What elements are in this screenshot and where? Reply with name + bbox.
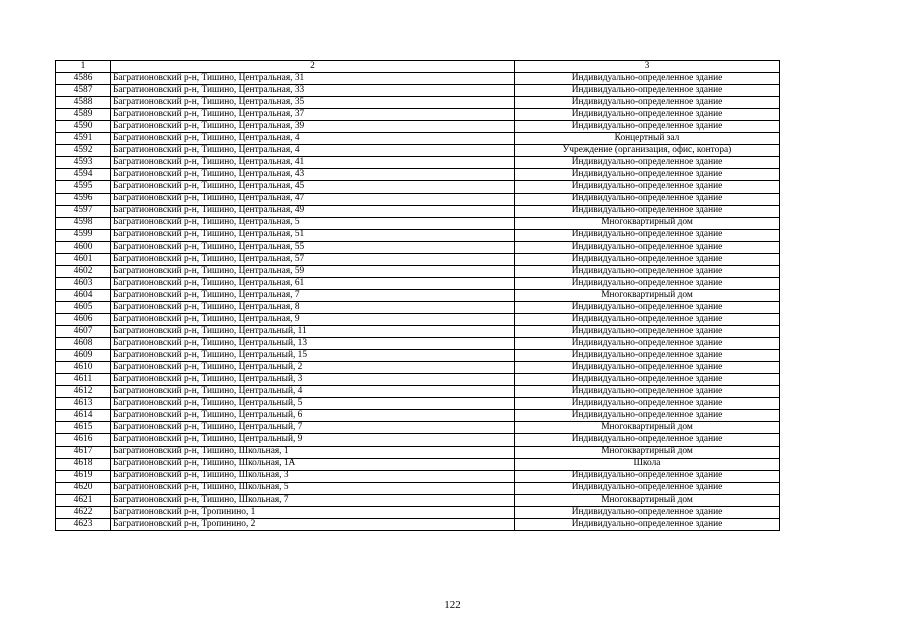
cell-object-type: Индивидуально-определенное здание [515, 193, 780, 205]
table-row [56, 181, 780, 193]
cell-address: Багратионовский р-н, Тишино, Центральный, 13 [111, 338, 515, 350]
table-row [56, 277, 780, 289]
cell-number: 4613 [56, 398, 111, 410]
cell-address: Багратионовский р-н, Тишино, Центральная, 37 [111, 109, 515, 121]
table-row [56, 446, 780, 458]
cell-object-type: Индивидуально-определенное здание [515, 350, 780, 362]
cell-address: Багратионовский р-н, Тишино, Центральная, 4 [111, 145, 515, 157]
table-row [56, 470, 780, 482]
table-row [56, 97, 780, 109]
cell-number: 4587 [56, 85, 111, 97]
cell-number: 4591 [56, 133, 111, 145]
cell-object-type: Индивидуально-определенное здание [515, 121, 780, 133]
cell-object-type: Индивидуально-определенное здание [515, 398, 780, 410]
table-row [56, 193, 780, 205]
table-row [56, 289, 780, 301]
table-row [56, 482, 780, 494]
header-col-number: 1 [56, 61, 111, 73]
cell-address: Багратионовский р-н, Тишино, Центральный, 9 [111, 434, 515, 446]
header-row [56, 61, 780, 73]
cell-object-type: Индивидуально-определенное здание [515, 85, 780, 97]
cell-object-type: Школа [515, 458, 780, 470]
cell-object-type: Многоквартирный дом [515, 446, 780, 458]
cell-number: 4611 [56, 374, 111, 386]
cell-number: 4617 [56, 446, 111, 458]
cell-number: 4603 [56, 277, 111, 289]
cell-object-type: Индивидуально-определенное здание [515, 73, 780, 85]
table-row [56, 338, 780, 350]
cell-object-type: Индивидуально-определенное здание [515, 338, 780, 350]
table-row [56, 85, 780, 97]
table-row [56, 434, 780, 446]
cell-number: 4610 [56, 362, 111, 374]
cell-address: Багратионовский р-н, Тишино, Центральная, 51 [111, 229, 515, 241]
cell-address: Багратионовский р-н, Тишино, Центральный, 3 [111, 374, 515, 386]
header-col-type: 3 [515, 61, 780, 73]
cell-number: 4604 [56, 289, 111, 301]
cell-address: Багратионовский р-н, Тишино, Центральный, 11 [111, 326, 515, 338]
cell-number: 4595 [56, 181, 111, 193]
cell-object-type: Индивидуально-определенное здание [515, 506, 780, 518]
table-row [56, 398, 780, 410]
cell-object-type: Индивидуально-определенное здание [515, 313, 780, 325]
table-row [56, 121, 780, 133]
table-row [56, 410, 780, 422]
table-row [56, 169, 780, 181]
cell-object-type: Индивидуально-определенное здание [515, 97, 780, 109]
cell-address: Багратионовский р-н, Тишино, Центральный, 4 [111, 386, 515, 398]
cell-number: 4600 [56, 241, 111, 253]
cell-number: 4590 [56, 121, 111, 133]
table-row [56, 73, 780, 85]
cell-number: 4605 [56, 301, 111, 313]
table-row [56, 506, 780, 518]
cell-object-type: Индивидуально-определенное здание [515, 181, 780, 193]
cell-object-type: Индивидуально-определенное здание [515, 374, 780, 386]
cell-number: 4592 [56, 145, 111, 157]
cell-address: Багратионовский р-н, Тишино, Центральный, 5 [111, 398, 515, 410]
cell-object-type: Индивидуально-определенное здание [515, 386, 780, 398]
table-row [56, 265, 780, 277]
cell-address: Багратионовский р-н, Тишино, Центральная, 35 [111, 97, 515, 109]
table-row [56, 422, 780, 434]
cell-number: 4607 [56, 326, 111, 338]
cell-number: 4622 [56, 506, 111, 518]
cell-address: Багратионовский р-н, Тишино, Центральная, 57 [111, 253, 515, 265]
cell-object-type: Индивидуально-определенное здание [515, 434, 780, 446]
cell-object-type: Индивидуально-определенное здание [515, 157, 780, 169]
table-row [56, 109, 780, 121]
table-row [56, 145, 780, 157]
cell-number: 4608 [56, 338, 111, 350]
registry-table [55, 60, 780, 531]
table-row [56, 350, 780, 362]
cell-address: Багратионовский р-н, Тишино, Центральная, 45 [111, 181, 515, 193]
cell-address: Багратионовский р-н, Тишино, Центральная, 55 [111, 241, 515, 253]
cell-object-type: Индивидуально-определенное здание [515, 277, 780, 289]
table-body [56, 73, 780, 531]
cell-address: Багратионовский р-н, Тишино, Центральная, 33 [111, 85, 515, 97]
cell-number: 4615 [56, 422, 111, 434]
table-row [56, 205, 780, 217]
cell-address: Багратионовский р-н, Тишино, Центральная, 49 [111, 205, 515, 217]
table-header [56, 61, 780, 73]
cell-object-type: Индивидуально-определенное здание [515, 241, 780, 253]
cell-address: Багратионовский р-н, Тишино, Центральный, 2 [111, 362, 515, 374]
cell-number: 4609 [56, 350, 111, 362]
cell-number: 4614 [56, 410, 111, 422]
cell-object-type: Индивидуально-определенное здание [515, 229, 780, 241]
cell-address: Багратионовский р-н, Тишино, Школьная, 7 [111, 494, 515, 506]
cell-address: Багратионовский р-н, Тишино, Центральный, 7 [111, 422, 515, 434]
cell-number: 4618 [56, 458, 111, 470]
cell-address: Багратионовский р-н, Тишино, Центральная, 8 [111, 301, 515, 313]
table-row [56, 229, 780, 241]
cell-address: Багратионовский р-н, Тишино, Центральный, 15 [111, 350, 515, 362]
cell-address: Багратионовский р-н, Тишино, Центральная, 7 [111, 289, 515, 301]
cell-number: 4612 [56, 386, 111, 398]
table-row [56, 494, 780, 506]
cell-address: Багратионовский р-н, Тишино, Центральная, 4 [111, 133, 515, 145]
cell-object-type: Индивидуально-определенное здание [515, 253, 780, 265]
cell-address: Багратионовский р-н, Тишино, Центральная, 5 [111, 217, 515, 229]
cell-address: Багратионовский р-н, Тишино, Центральная, 41 [111, 157, 515, 169]
cell-address: Багратионовский р-н, Тропинино, 2 [111, 518, 515, 530]
cell-address: Багратионовский р-н, Тишино, Школьная, 1А [111, 458, 515, 470]
cell-number: 4593 [56, 157, 111, 169]
cell-number: 4616 [56, 434, 111, 446]
table-row [56, 374, 780, 386]
table-row [56, 133, 780, 145]
table-row [56, 157, 780, 169]
page-number: 122 [444, 599, 461, 611]
cell-number: 4599 [56, 229, 111, 241]
cell-address: Багратионовский р-н, Тишино, Центральная, 43 [111, 169, 515, 181]
cell-number: 4586 [56, 73, 111, 85]
table-row [56, 313, 780, 325]
cell-address: Багратионовский р-н, Тропинино, 1 [111, 506, 515, 518]
cell-object-type: Индивидуально-определенное здание [515, 362, 780, 374]
cell-number: 4589 [56, 109, 111, 121]
table-row [56, 301, 780, 313]
table-row [56, 362, 780, 374]
cell-object-type: Индивидуально-определенное здание [515, 169, 780, 181]
table-row [56, 386, 780, 398]
cell-number: 4597 [56, 205, 111, 217]
cell-object-type: Многоквартирный дом [515, 422, 780, 434]
cell-object-type: Индивидуально-определенное здание [515, 205, 780, 217]
cell-object-type: Индивидуально-определенное здание [515, 410, 780, 422]
cell-number: 4619 [56, 470, 111, 482]
cell-number: 4620 [56, 482, 111, 494]
table-row [56, 458, 780, 470]
cell-object-type: Индивидуально-определенное здание [515, 326, 780, 338]
table-row [56, 217, 780, 229]
cell-object-type: Многоквартирный дом [515, 217, 780, 229]
cell-object-type: Многоквартирный дом [515, 494, 780, 506]
cell-object-type: Концертный зал [515, 133, 780, 145]
cell-address: Багратионовский р-н, Тишино, Центральная, 39 [111, 121, 515, 133]
table-row [56, 518, 780, 530]
cell-number: 4606 [56, 313, 111, 325]
cell-object-type: Индивидуально-определенное здание [515, 301, 780, 313]
cell-number: 4594 [56, 169, 111, 181]
cell-object-type: Многоквартирный дом [515, 289, 780, 301]
cell-number: 4588 [56, 97, 111, 109]
table-row [56, 326, 780, 338]
cell-number: 4621 [56, 494, 111, 506]
cell-number: 4623 [56, 518, 111, 530]
cell-address: Багратионовский р-н, Тишино, Центральная, 59 [111, 265, 515, 277]
header-col-address: 2 [111, 61, 515, 73]
cell-address: Багратионовский р-н, Тишино, Центральная, 31 [111, 73, 515, 85]
cell-address: Багратионовский р-н, Тишино, Центральная, 61 [111, 277, 515, 289]
cell-object-type: Индивидуально-определенное здание [515, 518, 780, 530]
cell-object-type: Индивидуально-определенное здание [515, 265, 780, 277]
cell-object-type: Индивидуально-определенное здание [515, 109, 780, 121]
cell-number: 4602 [56, 265, 111, 277]
table-row [56, 253, 780, 265]
cell-address: Багратионовский р-н, Тишино, Центральный, 6 [111, 410, 515, 422]
cell-object-type: Учреждение (организация, офис, контора) [515, 145, 780, 157]
cell-address: Багратионовский р-н, Тишино, Школьная, 1 [111, 446, 515, 458]
cell-address: Багратионовский р-н, Тишино, Школьная, 3 [111, 470, 515, 482]
cell-address: Багратионовский р-н, Тишино, Центральная, 9 [111, 313, 515, 325]
cell-number: 4596 [56, 193, 111, 205]
table-row [56, 241, 780, 253]
cell-object-type: Индивидуально-определенное здание [515, 482, 780, 494]
cell-number: 4598 [56, 217, 111, 229]
cell-object-type: Индивидуально-определенное здание [515, 470, 780, 482]
cell-address: Багратионовский р-н, Тишино, Центральная, 47 [111, 193, 515, 205]
cell-number: 4601 [56, 253, 111, 265]
cell-address: Багратионовский р-н, Тишино, Школьная, 5 [111, 482, 515, 494]
